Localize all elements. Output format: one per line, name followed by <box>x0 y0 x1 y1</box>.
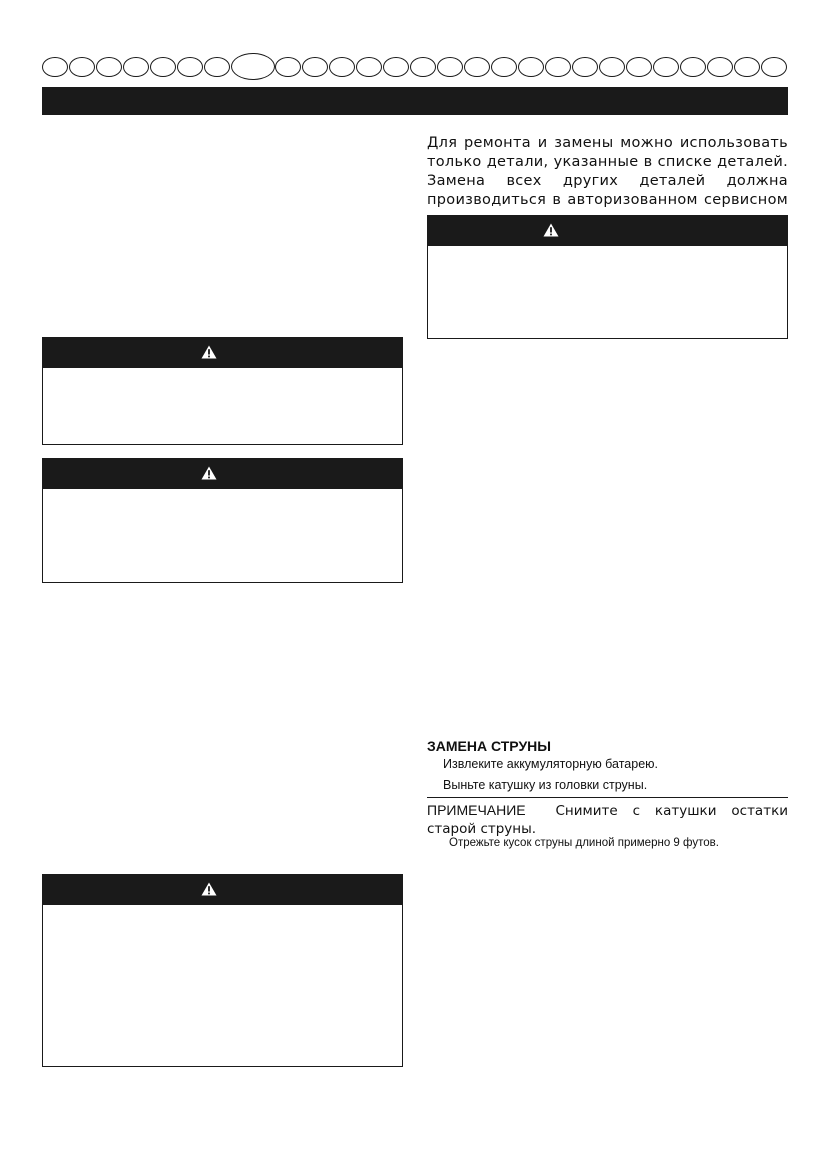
language-tab <box>653 57 679 77</box>
language-tab <box>204 57 230 77</box>
warning-triangle-icon <box>201 345 217 359</box>
step-remove-battery: Извлеките аккумуляторную батарею. <box>443 757 659 771</box>
language-tab <box>329 57 355 77</box>
language-tab <box>177 57 203 77</box>
language-tab <box>626 57 652 77</box>
warning-box <box>42 874 403 1067</box>
language-tab <box>437 57 463 77</box>
note-divider <box>427 797 788 798</box>
language-tab <box>383 57 409 77</box>
warning-box <box>427 215 788 339</box>
warning-header <box>43 459 402 489</box>
warning-triangle-icon <box>201 882 217 896</box>
warning-triangle-icon <box>543 223 559 237</box>
language-tab <box>734 57 760 77</box>
language-tab <box>545 57 571 77</box>
section-header-bar <box>42 87 788 115</box>
line-replacement-heading: ЗАМЕНА СТРУНЫ <box>427 738 551 754</box>
warning-header <box>43 875 402 905</box>
language-tab <box>69 57 95 77</box>
warning-triangle-icon <box>201 466 217 480</box>
language-tab <box>96 57 122 77</box>
language-tab-active <box>231 53 275 80</box>
language-tab <box>410 57 436 77</box>
language-tab <box>150 57 176 77</box>
note-text: Снимите с катушки остатки старой струны. <box>427 803 788 837</box>
language-tab <box>42 57 68 77</box>
language-tab <box>572 57 598 77</box>
note-label: ПРИМЕЧАНИЕ <box>427 802 526 818</box>
language-tab <box>680 57 706 77</box>
language-tab <box>356 57 382 77</box>
note <box>427 801 788 838</box>
language-tab <box>275 57 301 77</box>
repair-paragraph: Для ремонта и замены можно использовать только детали, указанные в списке деталей. Замена всех других деталей должна производиться в авторизованном сервисном <box>427 135 788 208</box>
language-tab <box>123 57 149 77</box>
language-tab <box>707 57 733 77</box>
language-tab <box>599 57 625 77</box>
warning-box <box>42 337 403 445</box>
step-remove-spool: Выньте катушку из головки струны. <box>443 778 648 792</box>
language-tab <box>302 57 328 77</box>
language-tabs <box>42 53 788 79</box>
warning-box <box>42 458 403 583</box>
language-tab <box>518 57 544 77</box>
substep-cut-line: Отрежьте кусок струны длиной примерно 9 футов. <box>449 837 719 849</box>
language-tab <box>491 57 517 77</box>
warning-header <box>43 338 402 368</box>
language-tab <box>464 57 490 77</box>
language-tab <box>761 57 787 77</box>
warning-header <box>428 216 787 246</box>
